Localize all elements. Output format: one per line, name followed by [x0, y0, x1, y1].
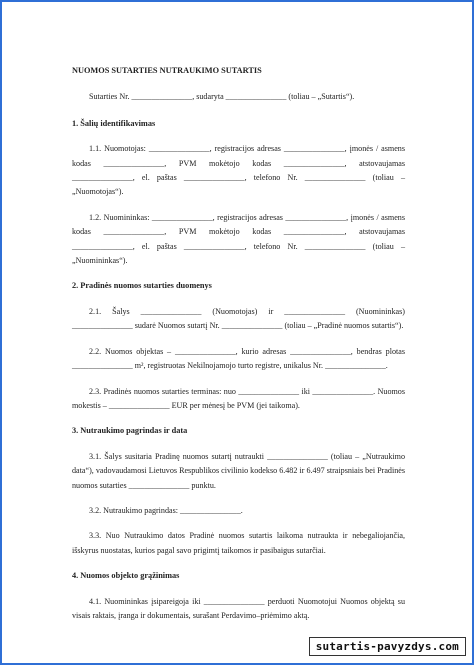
- section-heading: 1. Šalių identifikavimas: [72, 118, 156, 128]
- paragraph: 3.1. Šalys susitaria Pradinę nuomos sutartį nutraukti _______________ (toliau – „Nutraukimo data“), vadovaudamosi Lietuvos Respublikos civilinio kodekso 6.482 ir 6.497 straipsniais bei Pradinės nuomos sutarties _______________ punktu.: [72, 451, 405, 490]
- paragraph: 1.1. Nuomotojas: _______________, registracijos adresas _______________, įmonės / asmens kodas _______________, PVM mokėtojo kodas _______________, atstovaujamas _______________, el. paštas _______________, telefono Nr. _______________ (toliau – „Nuomotojas“).: [72, 144, 405, 197]
- paragraph: 1.2. Nuomininkas: _______________, registracijos adresas _______________, įmonės / asmens kodas _______________, PVM mokėtojo kodas _______________, atstovaujamas _______________, el. paštas _______________, telefono Nr. _______________ (toliau – „Nuomininkas“).: [72, 212, 405, 266]
- document-content: [72, 64, 405, 634]
- document-title: NUOMOS SUTARTIES NUTRAUKIMO SUTARTIS: [72, 66, 262, 75]
- paragraph: 2.2. Nuomos objektas – _______________, kurio adresas _______________, bendras plotas _______________ m², registruotas Nekilnojamojo turto registre, unikalus Nr. _______________.: [72, 346, 405, 371]
- intro-paragraph: Sutarties Nr. _______________, sudaryta _______________ (toliau – „Sutartis“).: [89, 92, 355, 102]
- paragraph: 4.1. Nuomininkas įsipareigoja iki _______________ perduoti Nuomotojui Nuomos objektą su visais raktais, įranga ir dokumentais, surašant Perdavimo–priėmimo aktą.: [72, 596, 405, 620]
- paragraph: 2.3. Pradinės nuomos sutarties terminas: nuo _______________ iki _______________. Nuomos mokestis – _______________ EUR per mėnesį be PVM (jei taikoma).: [72, 386, 405, 410]
- section-heading: 3. Nutraukimo pagrindas ir data: [72, 426, 188, 436]
- section-heading: 2. Pradinės nuomos sutarties duomenys: [72, 281, 212, 291]
- paragraph: 2.1. Šalys _______________ (Nuomotojas) ir _______________ (Nuomininkas) _______________ sudarė Nuomos sutartį Nr. _______________ (toliau – „Pradinė nuomos sutartis“).: [72, 306, 405, 331]
- site-watermark: sutartis-pavyzdys.com: [309, 637, 466, 656]
- paragraph: 3.2. Nutraukimo pagrindas: _______________.: [89, 505, 243, 515]
- paragraph: 3.3. Nuo Nutraukimo datos Pradinė nuomos sutartis laikoma nutraukta ir nebegaliojančia, išskyrus nuostatas, kurios pagal savo prigimtį taikomos ir pasibaigus sutarčiai.: [72, 531, 405, 555]
- section-heading: 4. Nuomos objekto grąžinimas: [72, 571, 180, 581]
